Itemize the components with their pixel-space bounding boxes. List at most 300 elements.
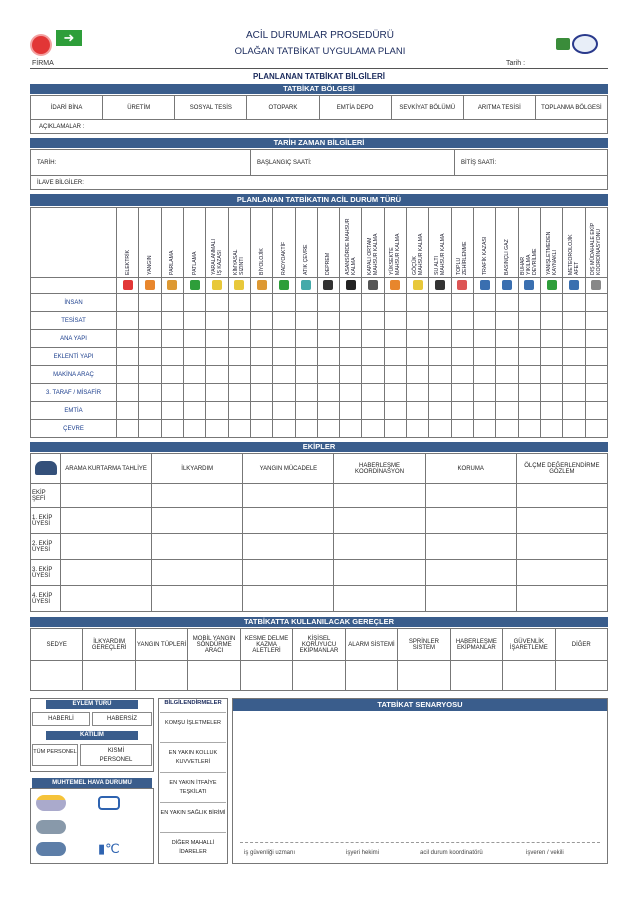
date-field[interactable]: TARİH: [31,150,251,176]
hazard-icon-6 [257,280,267,290]
emergency-cell[interactable] [518,384,540,402]
emergency-cell[interactable] [340,348,362,366]
emergency-cell[interactable] [183,366,205,384]
rain-icon[interactable] [36,820,66,834]
region-idari[interactable]: İDARİ BİNA [31,96,103,120]
page-title-line1: ACİL DURUMLAR PROSEDÜRÜ [246,30,394,41]
emergency-cell[interactable] [585,402,607,420]
emergency-cell[interactable] [206,366,228,384]
emergency-cell[interactable] [362,330,384,348]
hazard-icon-5 [234,280,244,290]
emergency-cell[interactable] [206,294,228,312]
emergency-cell[interactable] [362,366,384,384]
equipment-cell[interactable] [293,661,345,691]
emergency-cell[interactable] [563,366,585,384]
emergency-type-19: YANIŞLETMEDEN KAYNAKLI [545,231,558,275]
notify-title: BİLGİLENDİRMELER [164,700,222,706]
emergency-row-6: EMTİA [31,402,117,420]
emergency-cell[interactable] [474,384,496,402]
team-col-3: HABERLEŞME KOORDİNASYON [334,454,425,484]
equipment-col-7: SPRİNLER SİSTEM [398,629,450,661]
emergency-cell[interactable] [563,312,585,330]
emergency-cell[interactable] [518,420,540,438]
exit-sign-icon: ➜ [56,30,82,46]
equipment-cell[interactable] [345,661,397,691]
emergency-cell[interactable] [139,366,161,384]
emergency-cell[interactable] [384,348,406,366]
firma-label: FİRMA [32,60,54,67]
planned-info-title: PLANLANAN TATBİKAT BİLGİLERİ [253,72,385,81]
emergency-type-5: KİMYASAL SIZINTI [233,249,246,275]
emergency-cell[interactable] [117,366,139,384]
emergency-cell[interactable] [496,312,518,330]
emergency-cell[interactable] [183,384,205,402]
signature-line [240,842,600,843]
emergency-cell[interactable] [139,420,161,438]
emergency-cell[interactable] [273,312,295,330]
signature-isg-expert[interactable]: iş güvenliği uzmanı [244,850,296,856]
team-people-icon [31,454,61,484]
emergency-cell[interactable] [585,294,607,312]
emergency-cell[interactable] [451,294,473,312]
emergency-type-15: TOPLU ZEHİRLENME [456,241,469,275]
hazard-icon-14 [435,280,445,290]
region-toplanma[interactable]: TOPLANMA BÖLGESİ [535,96,607,120]
end-time-field[interactable]: BİTİŞ SAATİ: [455,150,608,176]
emergency-type-18: BUHAR YIKILMA DEVRİLME [520,248,539,275]
emergency-cell[interactable] [317,348,339,366]
emergency-cell[interactable] [407,294,429,312]
emergency-cell[interactable] [451,420,473,438]
emergency-cell[interactable] [384,330,406,348]
emergency-cell[interactable] [407,402,429,420]
signature-coordinator[interactable]: acil durum koordinatörü [420,850,483,856]
emergency-cell[interactable] [585,312,607,330]
safety-equipment-icon [556,38,570,50]
emergency-cell[interactable] [451,330,473,348]
emergency-cell[interactable] [295,330,317,348]
emergency-cell[interactable] [451,384,473,402]
team-row-chief: EKİP ŞEFİ [31,484,61,508]
emergency-cell[interactable] [496,366,518,384]
emergency-cell[interactable] [540,312,562,330]
team-row-1: 1. EKİP ÜYESİ [31,508,61,534]
signature-doctor[interactable]: işyeri hekimi [346,850,380,856]
emergency-cell[interactable] [273,294,295,312]
equipment-col-9: GÜVENLİK İŞARETLEME [503,629,555,661]
emergency-cell[interactable] [407,366,429,384]
emergency-cell[interactable] [228,384,250,402]
emergency-cell[interactable] [183,402,205,420]
emergency-cell[interactable] [496,330,518,348]
emergency-cell[interactable] [317,366,339,384]
emergency-cell[interactable] [384,384,406,402]
participation-bar: KATILIM [46,731,138,740]
emergency-type-8: ATIK ÇEVRE [303,244,310,275]
emergency-cell[interactable] [585,366,607,384]
emergency-cell[interactable] [540,294,562,312]
emergency-cell[interactable] [585,330,607,348]
page-title-line2: OLAĞAN TATBİKAT UYGULAMA PLANI [234,46,406,57]
equipment-cell[interactable] [450,661,502,691]
emergency-cell[interactable] [273,366,295,384]
region-sevkiyat[interactable]: SEVKİYAT BÖLÜMÜ [391,96,463,120]
emergency-cell[interactable] [451,312,473,330]
emergency-cell[interactable] [474,348,496,366]
emergency-cell[interactable] [340,330,362,348]
emergency-cell[interactable] [295,366,317,384]
emergency-cell[interactable] [183,420,205,438]
hazard-icon-15 [457,280,467,290]
emergency-cell[interactable] [183,330,205,348]
emergency-cell[interactable] [518,348,540,366]
emergency-cell[interactable] [563,348,585,366]
hazard-icon-4 [212,280,222,290]
partial-staff-option[interactable]: KISMİ PERSONEL [80,744,152,766]
emergency-cell[interactable] [474,312,496,330]
emergency-cell[interactable] [585,348,607,366]
emergency-cell[interactable] [540,402,562,420]
equipment-col-5: KİŞİSEL KORUYUCU EKİPMANLAR [293,629,345,661]
emergency-cell[interactable] [585,384,607,402]
equipment-col-8: HABERLEŞME EKİPMANLAR [450,629,502,661]
hazard-icon-10 [346,280,356,290]
notify-item-4[interactable]: DİĞER MAHALLİ İDARELER [160,832,226,860]
emergency-cell[interactable] [496,384,518,402]
emergency-cell[interactable] [250,420,272,438]
emergency-row-5: 3. TARAF / MİSAFİR [31,384,117,402]
equipment-cell[interactable] [31,661,83,691]
sun-cloud-icon[interactable] [36,795,66,811]
emergency-cell[interactable] [206,330,228,348]
equipment-col-2: YANGIN TÜPLERİ [135,629,187,661]
emergency-cell[interactable] [340,402,362,420]
emergency-cell[interactable] [228,294,250,312]
all-staff-option[interactable]: TÜM PERSONEL [32,744,78,766]
hazard-icon-21 [591,280,601,290]
hazard-icon-16 [480,280,490,290]
emergency-cell[interactable] [139,312,161,330]
emergency-cell[interactable] [250,366,272,384]
emergency-cell[interactable] [496,348,518,366]
region-emtia[interactable]: EMTİA DEPO [319,96,391,120]
emergency-cell[interactable] [295,312,317,330]
emergency-type-4: YARALANMALI İŞ KAZASI [210,239,223,275]
notify-item-0[interactable]: KOMŞU İŞLETMELER [160,712,226,740]
emergency-row-2: ANA YAPI [31,330,117,348]
emergency-cell[interactable] [429,420,451,438]
emergency-cell[interactable] [206,312,228,330]
team-col-0: ARAMA KURTARMA TAHLİYE [61,454,152,484]
emergency-cell[interactable] [540,366,562,384]
emergency-cell[interactable] [161,330,183,348]
time-bar: TARİH ZAMAN BİLGİLERİ [30,138,608,148]
emergency-type-14: SU ALTI MAHSUR KALMA [434,233,447,275]
emergency-cell[interactable] [496,294,518,312]
emergency-cell[interactable] [250,294,272,312]
emergency-cell[interactable] [161,384,183,402]
emergency-cell[interactable] [340,312,362,330]
emergency-cell[interactable] [273,420,295,438]
emergency-cell[interactable] [474,366,496,384]
hazard-icon-3 [190,280,200,290]
emergency-cell[interactable] [429,402,451,420]
notify-item-1[interactable]: EN YAKIN KOLLUK KUVVETLERİ [160,742,226,770]
emergency-cell[interactable] [496,402,518,420]
emergency-cell[interactable] [228,348,250,366]
emergency-cell[interactable] [139,330,161,348]
emergency-cell[interactable] [407,384,429,402]
informed-option[interactable]: HABERLİ [32,712,90,726]
emergency-cell[interactable] [183,294,205,312]
emergency-cell[interactable] [139,294,161,312]
brand-logo-right [572,34,598,54]
emergency-cell[interactable] [117,384,139,402]
teams-table [30,453,608,612]
emergency-cell[interactable] [540,420,562,438]
team-col-5: ÖLÇME DEĞERLENDİRME GÖZLEM [516,454,607,484]
emergency-cell[interactable] [563,294,585,312]
emergency-cell[interactable] [407,348,429,366]
emergency-cell[interactable] [518,312,540,330]
brand-logo-left [32,36,50,54]
region-table [30,95,608,134]
emergency-cell[interactable] [228,312,250,330]
equipment-table [30,628,608,691]
emergency-type-10: ASANSÖRDE MAHSUR KALMA [344,218,357,275]
equipment-cell[interactable] [83,661,135,691]
emergency-cell[interactable] [563,420,585,438]
emergency-cell[interactable] [362,294,384,312]
hazard-icon-2 [167,280,177,290]
emergency-cell[interactable] [384,420,406,438]
equipment-col-3: MOBİL YANGIN SÖNDÜRME ARACI [188,629,240,661]
emergency-cell[interactable] [518,330,540,348]
emergency-type-16: TRAFİK KAZASI [481,236,488,275]
emergency-cell[interactable] [429,348,451,366]
emergency-cell[interactable] [474,420,496,438]
equipment-cell[interactable] [188,661,240,691]
equipment-cell[interactable] [555,661,607,691]
thermometer-icon[interactable]: ▮℃ [98,841,120,856]
emergency-cell[interactable] [206,348,228,366]
emergency-type-3: PATLAMA [191,251,198,275]
emergency-cell[interactable] [206,420,228,438]
emergency-type-0: ELEKTRİK [124,249,131,275]
emergency-cell[interactable] [139,348,161,366]
emergency-cell[interactable] [540,330,562,348]
emergency-cell[interactable] [474,330,496,348]
start-time-field[interactable]: BAŞLANGIÇ SAATİ: [251,150,455,176]
time-table [30,149,608,190]
emergency-type-6: BİYOLOJİK [258,248,265,275]
emergency-cell[interactable] [183,348,205,366]
emergency-cell[interactable] [362,420,384,438]
emergency-cell[interactable] [228,366,250,384]
emergency-cell[interactable] [362,402,384,420]
emergency-cell[interactable] [518,366,540,384]
emergency-cell[interactable] [161,366,183,384]
emergency-cell[interactable] [384,294,406,312]
hazard-icon-13 [413,280,423,290]
emergency-type-12: YÜKSEKTE MAHSUR KALMA [389,233,402,275]
emergency-cell[interactable] [429,312,451,330]
emergency-cell[interactable] [161,294,183,312]
emergency-cell[interactable] [474,402,496,420]
emergency-cell[interactable] [317,330,339,348]
emergency-cell[interactable] [451,348,473,366]
emergency-cell[interactable] [117,330,139,348]
emergency-cell[interactable] [206,384,228,402]
equipment-col-0: SEDYE [31,629,83,661]
emergency-cell[interactable] [228,330,250,348]
emergency-cell[interactable] [183,312,205,330]
emergency-cell[interactable] [407,330,429,348]
emergency-cell[interactable] [317,312,339,330]
hazard-icon-1 [145,280,155,290]
emergency-cell[interactable] [384,402,406,420]
emergency-cell[interactable] [139,402,161,420]
emergency-cell[interactable] [563,384,585,402]
hazard-icon-17 [502,280,512,290]
team-row-3: 3. EKİP ÜYESİ [31,560,61,586]
emergency-cell[interactable] [340,366,362,384]
uninformed-option[interactable]: HABERSİZ [92,712,152,726]
hazard-icon-11 [368,280,378,290]
emergency-cell[interactable] [317,384,339,402]
emergency-cell[interactable] [362,384,384,402]
emergency-cell[interactable] [228,402,250,420]
emergency-cell[interactable] [161,402,183,420]
emergency-cell[interactable] [317,402,339,420]
team-row-2: 2. EKİP ÜYESİ [31,534,61,560]
signature-employer[interactable]: işveren / vekili [526,850,564,856]
region-uretim[interactable]: ÜRETİM [103,96,175,120]
emergency-cell[interactable] [139,384,161,402]
wind-icon[interactable] [98,796,120,810]
region-otopark[interactable]: OTOPARK [247,96,319,120]
emergency-cell[interactable] [250,402,272,420]
emergency-cell[interactable] [496,420,518,438]
emergency-cell[interactable] [117,312,139,330]
emergency-cell[interactable] [407,420,429,438]
emergency-cell[interactable] [451,366,473,384]
emergency-cell[interactable] [540,348,562,366]
emergency-cell[interactable] [161,420,183,438]
emergency-cell[interactable] [340,420,362,438]
teams-bar: EKİPLER [30,442,608,452]
emergency-type-21: DIŞ MÜDAHALE EKİP KOORDİNASYONU [590,222,603,275]
emergency-cell[interactable] [295,348,317,366]
notify-item-2[interactable]: EN YAKIN İTFAİYE TEŞKİLATI [160,772,226,800]
emergency-cell[interactable] [228,420,250,438]
emergency-cell[interactable] [117,294,139,312]
emergency-cell[interactable] [117,348,139,366]
emergency-cell[interactable] [384,366,406,384]
emergency-cell[interactable] [429,366,451,384]
equipment-cell[interactable] [398,661,450,691]
hazard-icon-12 [390,280,400,290]
notes-field[interactable]: AÇIKLAMALAR : [31,120,608,134]
emergency-type-17: BASINÇLI GAZ [503,239,510,275]
emergency-cell[interactable] [362,348,384,366]
emergency-cell[interactable] [250,312,272,330]
emergency-cell[interactable] [317,294,339,312]
hazard-icon-0 [123,280,133,290]
emergency-cell[interactable] [273,384,295,402]
team-col-1: İLKYARDIM [152,454,243,484]
emergency-cell[interactable] [295,420,317,438]
emergency-cell[interactable] [273,402,295,420]
equipment-col-1: İLKYARDIM GEREÇLERİ [83,629,135,661]
snow-icon[interactable] [36,842,66,856]
equipment-cell[interactable] [240,661,292,691]
emergency-cell[interactable] [295,402,317,420]
emergency-cell[interactable] [250,384,272,402]
emergency-cell[interactable] [340,294,362,312]
emergency-cell[interactable] [273,330,295,348]
emergency-cell[interactable] [117,420,139,438]
weather-bar: MUHTEMEL HAVA DURUMU [32,778,152,788]
emergency-cell[interactable] [161,348,183,366]
emergency-type-9: DEPREM [325,252,332,275]
emergency-bar: PLANLANAN TATBİKATIN ACİL DURUM TÜRÜ [30,194,608,206]
emergency-cell[interactable] [429,294,451,312]
emergency-cell[interactable] [206,402,228,420]
equipment-col-6: ALARM SİSTEMİ [345,629,397,661]
extra-info-field[interactable]: İLAVE BİLGİLER: [31,176,608,190]
emergency-cell[interactable] [518,402,540,420]
emergency-cell[interactable] [429,384,451,402]
emergency-cell[interactable] [429,330,451,348]
equipment-col-10: DİĞER [555,629,607,661]
emergency-cell[interactable] [161,312,183,330]
equipment-bar: TATBİKATTA KULLANILACAK GEREÇLER [30,617,608,627]
hazard-icon-8 [301,280,311,290]
emergency-cell[interactable] [340,384,362,402]
emergency-cell[interactable] [585,420,607,438]
emergency-type-1: YANGIN [146,255,153,275]
date-label: Tarih : [506,60,526,67]
emergency-cell[interactable] [451,402,473,420]
emergency-type-2: PARLAMA [169,250,176,275]
emergency-cell[interactable] [295,384,317,402]
emergency-type-13: GÖÇÜK MAHSUR KALMA [411,233,424,275]
scenario-bar: TATBİKAT SENARYOSU [233,699,607,711]
emergency-cell[interactable] [407,312,429,330]
equipment-cell[interactable] [503,661,555,691]
notify-item-3[interactable]: EN YAKIN SAĞLIK BİRİMİ [160,802,226,830]
emergency-cell[interactable] [474,294,496,312]
emergency-cell[interactable] [250,348,272,366]
emergency-row-3: EKLENTİ YAPI [31,348,117,366]
emergency-cell[interactable] [250,330,272,348]
emergency-cell[interactable] [117,402,139,420]
emergency-cell[interactable] [295,294,317,312]
emergency-cell[interactable] [273,348,295,366]
emergency-cell[interactable] [518,294,540,312]
emergency-cell[interactable] [540,384,562,402]
emergency-cell[interactable] [317,420,339,438]
region-sosyal[interactable]: SOSYAL TESİS [175,96,247,120]
emergency-cell[interactable] [384,312,406,330]
scenario-box [232,698,608,864]
equipment-cell[interactable] [135,661,187,691]
emergency-cell[interactable] [362,312,384,330]
emergency-cell[interactable] [563,402,585,420]
region-aritma[interactable]: ARITMA TESİSİ [463,96,535,120]
emergency-cell[interactable] [563,330,585,348]
